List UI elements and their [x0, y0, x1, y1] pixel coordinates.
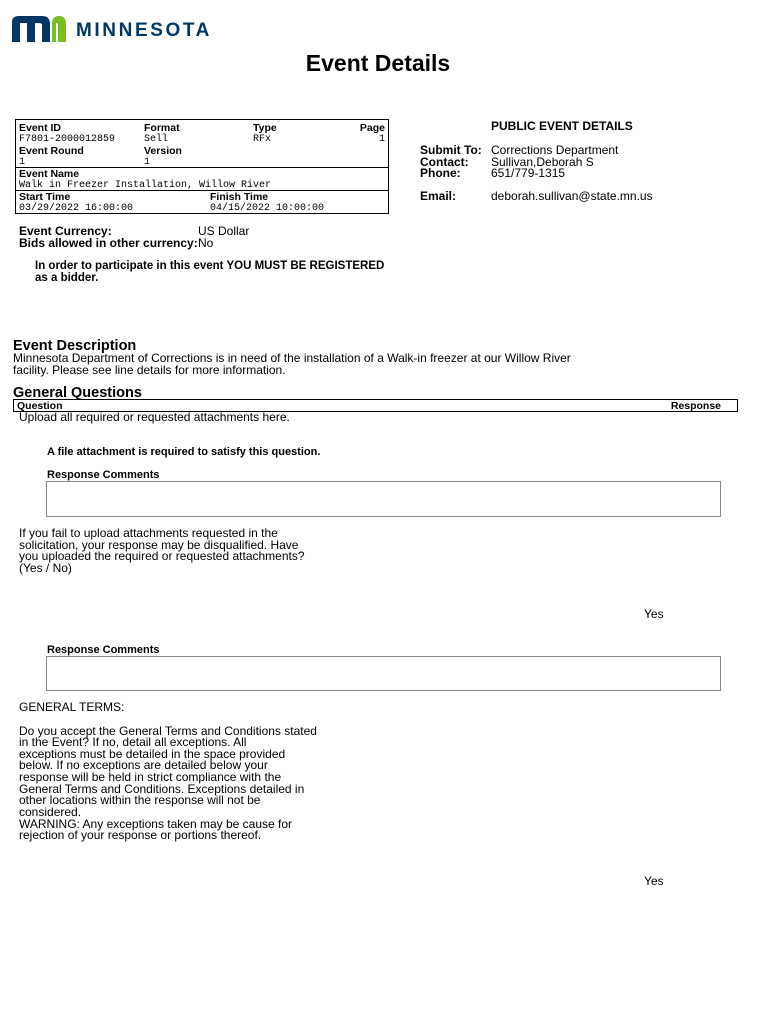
question-2-response: Yes [644, 607, 664, 621]
response-comments-box[interactable] [46, 656, 721, 691]
general-questions-heading: General Questions [13, 385, 142, 401]
question-2-line: you uploaded the required or requested attachments? [19, 549, 305, 563]
question-3-response: Yes [644, 874, 664, 888]
start-time-value: 03/29/2022 16:00:00 [19, 203, 134, 214]
logo-wordmark: MINNESOTA [76, 20, 212, 41]
question-column-header: Question [17, 400, 63, 412]
event-round-label: Event Round [19, 145, 84, 157]
other-currency-label: Bids allowed in other currency: [19, 236, 198, 250]
response-comments-label: Response Comments [47, 469, 160, 481]
contact-label: Contact: [420, 155, 469, 169]
type-label: Type [253, 122, 277, 134]
general-terms-line: exceptions must be detailed in the space provided [19, 747, 286, 761]
format-label: Format [144, 122, 180, 134]
row-divider [16, 190, 388, 191]
submit-to-value: Corrections Department [491, 143, 619, 157]
question-2-line: solicitation, your response may be disqualified. Have [19, 538, 299, 552]
other-currency-value: No [198, 236, 214, 250]
general-terms-title: GENERAL TERMS: [19, 700, 125, 714]
event-info-box [15, 119, 389, 214]
email-value: deborah.sullivan@state.mn.us [491, 189, 653, 203]
submit-to-label: Submit To: [420, 143, 482, 157]
public-details-heading: PUBLIC EVENT DETAILS [491, 119, 633, 133]
general-terms-line: response will be held in strict compliance with the [19, 770, 282, 784]
event-description-heading: Event Description [13, 338, 137, 354]
event-id-value: F7801-2000012859 [19, 134, 116, 145]
event-currency-value: US Dollar [198, 224, 250, 238]
registration-notice: In order to participate in this event YOU MUST BE REGISTERED [35, 260, 385, 272]
format-value: Sell [144, 134, 169, 145]
phone-label: Phone: [420, 166, 461, 180]
attachment-required-note: A file attachment is required to satisfy this question. [47, 446, 321, 458]
general-terms-line: below. If no exceptions are detailed below your [19, 758, 268, 772]
start-time-label: Start Time [19, 191, 71, 203]
event-currency-label: Event Currency: [19, 224, 112, 238]
general-terms-line: in the Event? If no, detail all exceptions. All [19, 735, 247, 749]
registration-notice: as a bidder. [35, 272, 99, 284]
general-terms-line: considered. [19, 805, 82, 819]
version-value: 1 [144, 157, 151, 168]
event-name-label: Event Name [19, 168, 80, 180]
type-value: RFx [253, 134, 272, 145]
description-line: Minnesota Department of Corrections is in need of the installation of a Walk-in freezer at our Willow River [13, 351, 571, 365]
question-2-line: (Yes / No) [19, 561, 72, 575]
phone-value: 651/779-1315 [491, 166, 566, 180]
response-comments-box[interactable] [46, 481, 721, 517]
general-terms-line: General Terms and Conditions. Exceptions detailed in [19, 782, 305, 796]
email-label: Email: [420, 189, 457, 203]
event-round-value: 1 [19, 157, 26, 168]
response-column-header: Response [670, 400, 721, 412]
contact-value: Sullivan,Deborah S [491, 155, 594, 169]
version-label: Version [144, 145, 182, 157]
page-value: 1 [378, 134, 385, 145]
finish-time-label: Finish Time [210, 191, 269, 203]
general-terms-line: other locations within the response will not be [19, 793, 261, 807]
description-line: facility. Please see line details for more information. [13, 363, 286, 377]
finish-time-value: 04/15/2022 10:00:00 [210, 203, 325, 214]
response-comments-label: Response Comments [47, 644, 160, 656]
page-label: Page [359, 122, 385, 134]
question-1-text: Upload all required or requested attachments here. [19, 410, 290, 424]
question-2-line: If you fail to upload attachments requested in the [19, 526, 278, 540]
general-terms-line: Do you accept the General Terms and Conditions stated [19, 724, 317, 738]
minnesota-logo [12, 14, 212, 44]
general-terms-line: WARNING: Any exceptions taken may be cause for [19, 817, 293, 831]
page-title: Event Details [305, 50, 451, 76]
event-name-value: Walk in Freezer Installation, Willow River [19, 180, 272, 191]
event-id-label: Event ID [19, 122, 62, 134]
minnesota-m-icon [12, 16, 66, 42]
general-terms-line: rejection of your response or portions thereof. [19, 828, 262, 842]
